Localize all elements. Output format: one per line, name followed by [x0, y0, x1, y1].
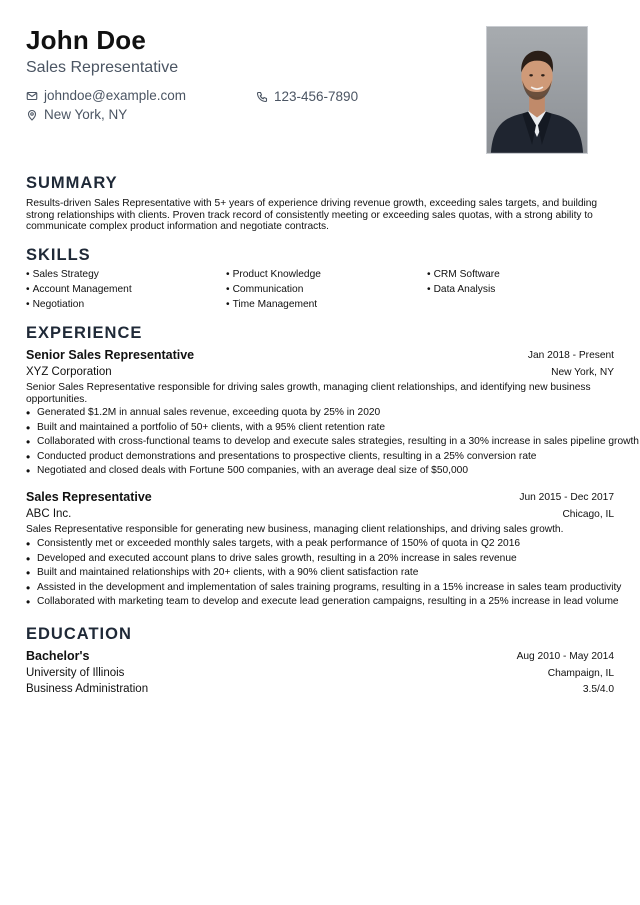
- skill-item: • CRM Software: [427, 269, 500, 280]
- education-dates: Aug 2010 - May 2014: [516, 651, 614, 662]
- list-item: • Built and maintained a portfolio of 50+ clients, with a 95% client retention rate: [26, 421, 618, 436]
- skill-item: • Product Knowledge: [226, 269, 321, 280]
- job-dates: Jun 2015 - Dec 2017: [519, 492, 614, 503]
- experience-heading: EXPERIENCE: [26, 324, 143, 342]
- job-title: Sales Representative: [26, 490, 152, 504]
- profile-photo: [486, 26, 588, 154]
- job-description: Sales Representative responsible for generating new business, managing client relationships, and driving sales growth.: [26, 524, 564, 535]
- skill-item: • Data Analysis: [427, 284, 495, 295]
- job-company: XYZ Corporation: [26, 366, 112, 378]
- summary-heading: SUMMARY: [26, 174, 118, 192]
- contact-location: [26, 107, 127, 122]
- candidate-title: Sales Representative: [26, 59, 179, 76]
- list-item: • Built and maintained relationships with 20+ clients, with a 90% client satisfaction rate: [26, 566, 618, 581]
- skill-item: • Negotiation: [26, 299, 84, 310]
- job-location: New York, NY: [551, 367, 614, 378]
- list-item: • Developed and executed account plans to drive sales growth, resulting in a 20% increase in sales revenue: [26, 552, 618, 567]
- job-bullets: [26, 406, 639, 479]
- education-location: Champaign, IL: [547, 668, 614, 679]
- list-item: • Conducted product demonstrations and presentations to prospective clients, resulting in a 25% conversion rate: [26, 450, 618, 465]
- list-item: • Negotiated and closed deals with Fortune 500 companies, with an average deal size of $50,000: [26, 464, 618, 479]
- education-heading: EDUCATION: [26, 625, 132, 643]
- job-dates: Jan 2018 - Present: [527, 350, 614, 361]
- list-item: • Collaborated with marketing team to develop and execute lead generation campaigns, resulting in a 25% increase in lead volume: [26, 595, 618, 610]
- candidate-name: John Doe: [26, 25, 147, 55]
- summary-text: Results-driven Sales Representative with 5+ years of experience driving revenue growth, exceeding sales targets, and building strong relationships with clients. Proven track record of consistently meeting or exceeding sales quotas, with a strong ability to communicate complex product information and negotiate contracts.: [26, 198, 598, 233]
- education-field: Business Administration: [26, 683, 149, 695]
- education-school: University of Illinois: [26, 667, 125, 679]
- education-gpa: 3.5/4.0: [582, 684, 614, 695]
- skill-item: • Communication: [226, 284, 303, 295]
- list-item: • Collaborated with cross-functional teams to develop and execute sales strategies, resulting in a 30% increase in sales pipeline growth: [26, 435, 618, 450]
- skills-heading: SKILLS: [26, 246, 91, 264]
- contact-phone-text: 123-456-7890: [274, 89, 359, 104]
- contact-location-text: New York, NY: [44, 107, 128, 122]
- map-pin-icon: [26, 109, 38, 121]
- education-degree: Bachelor's: [26, 649, 90, 663]
- job-title: Senior Sales Representative: [26, 348, 195, 362]
- job-company: ABC Inc.: [26, 508, 72, 520]
- list-item: • Consistently met or exceeded monthly sales targets, with a peak performance of 150% of quota in Q2 2016: [26, 537, 618, 552]
- list-item: • Generated $1.2M in annual sales revenue, exceeding quota by 25% in 2020: [26, 406, 618, 421]
- contact-email-text: johndoe@example.com: [44, 88, 187, 103]
- phone-icon: [256, 91, 268, 103]
- skill-item: • Account Management: [26, 284, 132, 295]
- job-description: Senior Sales Representative responsible for driving sales growth, managing client relationships, and identifying new business opportunities.: [26, 382, 591, 405]
- contact-email[interactable]: [26, 88, 186, 103]
- job-location: Chicago, IL: [562, 509, 614, 520]
- list-item: • Assisted in the development and implementation of sales training programs, resulting in a 15% increase in sales team productivity: [26, 581, 618, 596]
- job-bullets: [26, 537, 622, 610]
- contact-phone[interactable]: [256, 89, 358, 104]
- mail-icon: [26, 90, 38, 102]
- skill-item: • Time Management: [226, 299, 317, 310]
- person-portrait: [487, 27, 587, 153]
- skill-item: • Sales Strategy: [26, 269, 99, 280]
